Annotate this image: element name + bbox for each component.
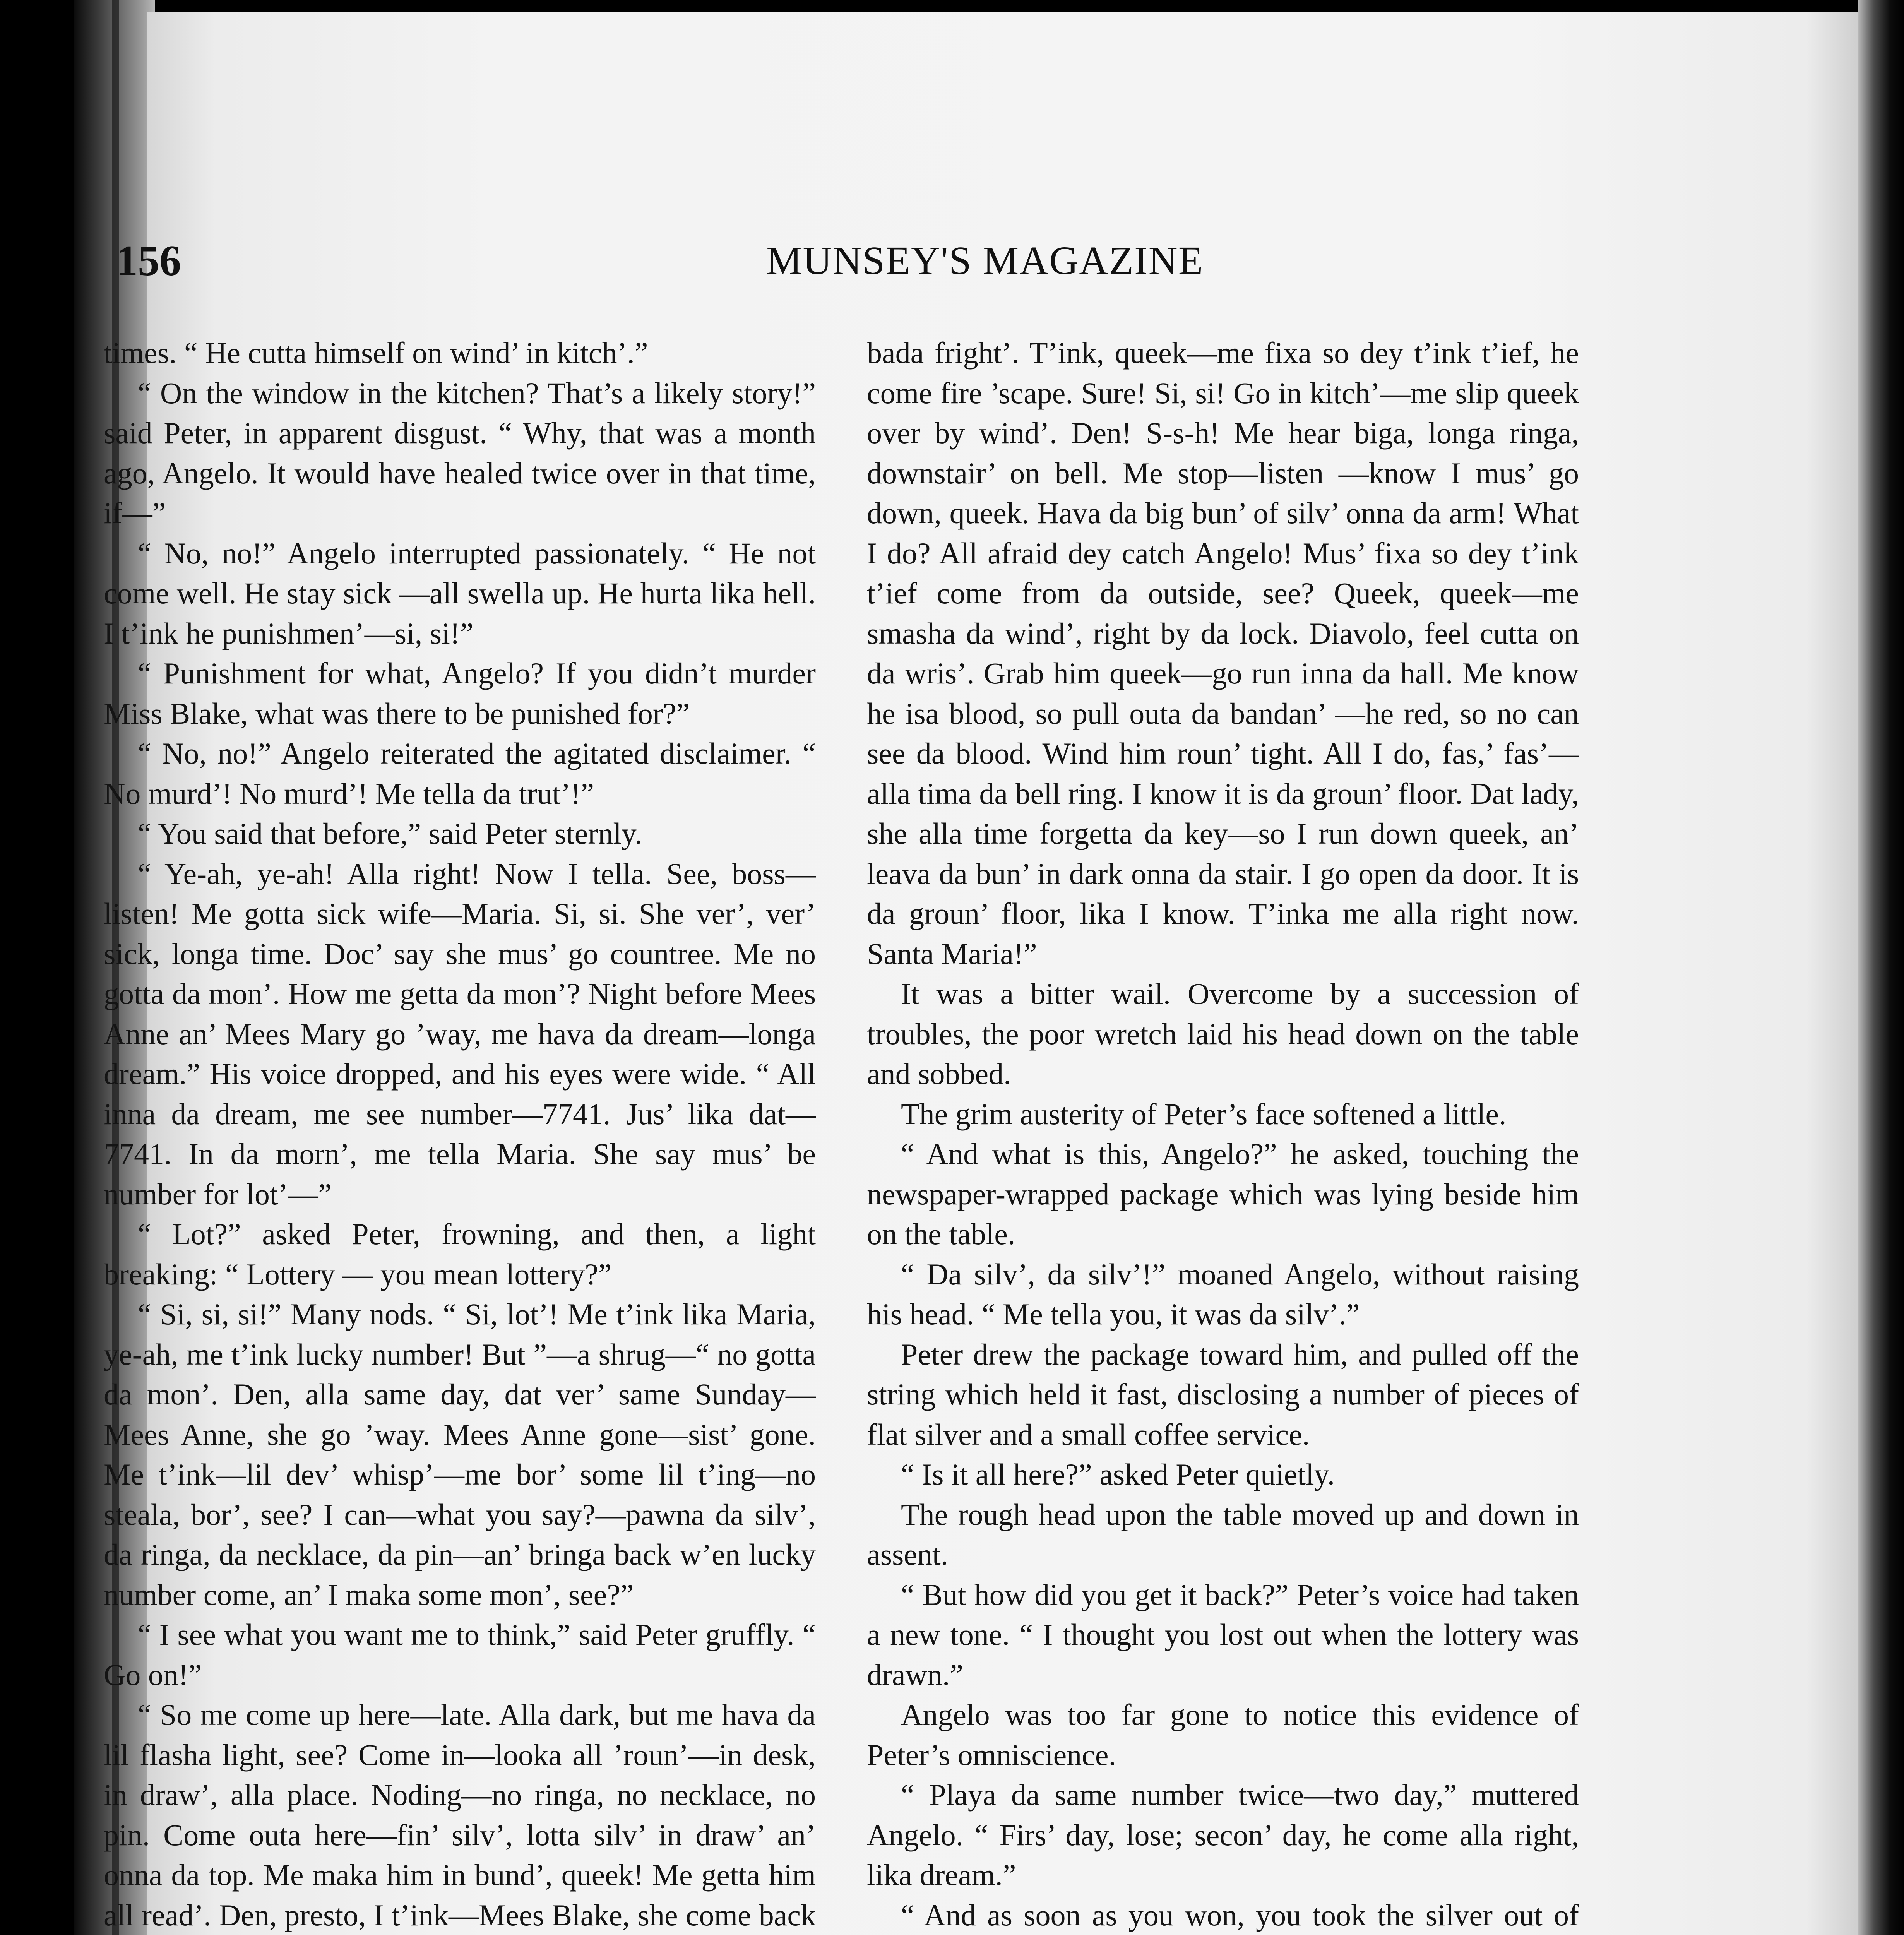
paragraph: times. “ He cutta himself on wind’ in kitch’.” [104, 336, 648, 370]
running-title: MUNSEY'S MAGAZINE [766, 238, 1204, 283]
paragraph: “ And what is this, Angelo?” he asked, touching the newspaper-wrapped package which was lying beside him on the table. [867, 1137, 1579, 1251]
page-number: 156 [116, 237, 181, 285]
paragraph: “ Playa da same number twice—two day,” muttered Angelo. “ Firs’ day, lose; secon’ day, he come alla right, lika dream.” [867, 1778, 1579, 1892]
paragraph: “ But how did you get it back?” Peter’s voice had taken a new tone. “ I thought you lost out when the lottery was drawn.” [867, 1577, 1579, 1692]
paragraph: “ Is it all here?” asked Peter quietly. [901, 1457, 1335, 1491]
paragraph: The grim austerity of Peter’s face softened a little. [901, 1097, 1507, 1131]
paragraph: Peter drew the package toward him, and pulled off the string which held it fast, disclosing a number of pieces of flat silver and a small coffee service. [867, 1337, 1579, 1451]
text-column-left [104, 333, 816, 1935]
text-column-right [867, 333, 1579, 1935]
paragraph: “ On the window in the kitchen? That’s a likely story!” said Peter, in apparent disgust. “ Why, that was a month ago, Angelo. It would have healed twice over in that time, if—” [104, 376, 816, 530]
page-edge-shadow [1858, 0, 1904, 1935]
paragraph: It was a bitter wail. Overcome by a succession of troubles, the poor wretch laid his head down on the table and sobbed. [867, 977, 1579, 1091]
paragraph: The rough head upon the table moved up and down in assent. [867, 1497, 1579, 1571]
paragraph: “ Lot?” asked Peter, frowning, and then, a light breaking: “ Lottery — you mean lottery?” [104, 1217, 816, 1291]
paragraph: “ Punishment for what, Angelo? If you didn’t murder Miss Blake, what was there to be punished for?” [104, 656, 816, 730]
paragraph: “ You said that before,” said Peter sternly. [138, 817, 642, 850]
paragraph: Angelo was too far gone to notice this evidence of Peter’s omniscience. [867, 1698, 1579, 1772]
paragraph: “ No, no!” Angelo interrupted passionately. “ He not come well. He stay sick —all swella up. He hurta lika hell. I t’ink he punishmen’—si, si!” [104, 536, 816, 650]
paragraph: “ I see what you want me to think,” said Peter gruffly. “ Go on!” [104, 1618, 816, 1692]
paragraph: “ No, no!” Angelo reiterated the agitated disclaimer. “ No murd’! No murd’! Me tella da trut’!” [104, 736, 816, 810]
paragraph: “ So me come up here—late. Alla dark, but me hava da lil flasha light, see? Come in—looka all ’roun’—in desk, in draw’, alla place. Noding—no ringa, no necklace, no pin. Come outa here—fin’ silv’, lotta silv’ in draw’ an’ onna da top. Me maka him in bund’, queek! Me getta him all read’. Den, presto, I t’ink—Mees Blake, she come back [104, 1698, 816, 1932]
paragraph: “ Da silv’, da silv’!” moaned Angelo, without raising his head. “ Me tella you, it was da silv’.” [867, 1257, 1579, 1331]
paragraph: “ Ye-ah, ye-ah! Alla right! Now I tella. See, boss—listen! Me gotta sick wife—Maria. Si, si. She ver’, ver’ sick, longa time. Doc’ say she mus’ go countree. Me no gotta da mon’. How me getta da mon’? Night before Mees Anne an’ Mees Mary go ’way, me hava da dream—longa dream.” His voice dropped, and his eyes were wide. “ All inna da dream, me see number—7741. Jus’ lika dat—7741. In da morn’, me tella Maria. She say mus’ be number for lot’—” [104, 856, 816, 1211]
paragraph: “ And as soon as you won, you took the silver out of [901, 1898, 1579, 1932]
paragraph: bada fright’. T’ink, queek—me fixa so dey t’ink t’ief, he come fire ’scape. Sure! Si, si! Go in kitch’—me slip queek over by wind’. Den! S-s-h! Me hear biga, longa ringa, downstair’ on bell. Me stop—listen —know I mus’ go down, queek. Hava da big bun’ of silv’ onna da arm! What I do? All afraid dey catch Angelo! Mus’ fixa so dey t’ink t’ief come from da outside, see? Queek, queek—me smasha da wind’, right by da lock. Diavolo, feel cutta on da wris’. Grab him queek—go run inna da hall. Me know he isa blood, so pull outa da bandan’ —he red, so no can see da blood. Wind him roun’ tight. All I do, fas,’ fas’—alla tima da bell ring. I know it is da groun’ floor. Dat lady, she alla time forgetta da key—so I run down queek, an’ leava da bun’ in dark onna da stair. I go open da door. It is da groun’ floor, lika I know. T’inka me alla right now. Santa Maria!” [867, 336, 1579, 971]
paragraph: “ Si, si, si!” Many nods. “ Si, lot’! Me t’ink lika Maria, ye-ah, me t’ink lucky number! But ”—a shrug—“ no gotta da mon’. Den, alla same day, dat ver’ same Sunday—Mees Anne, she go ’way. Mees Anne gone—sist’ gone. Me t’ink—lil dev’ whisp’—me bor’ some lil t’ing—no steala, bor’, see? I can—what you say?—pawna da silv’, da ringa, da necklace, da pin—an’ bringa back w’en lucky number come, an’ I maka some mon’, see?” [104, 1297, 816, 1611]
